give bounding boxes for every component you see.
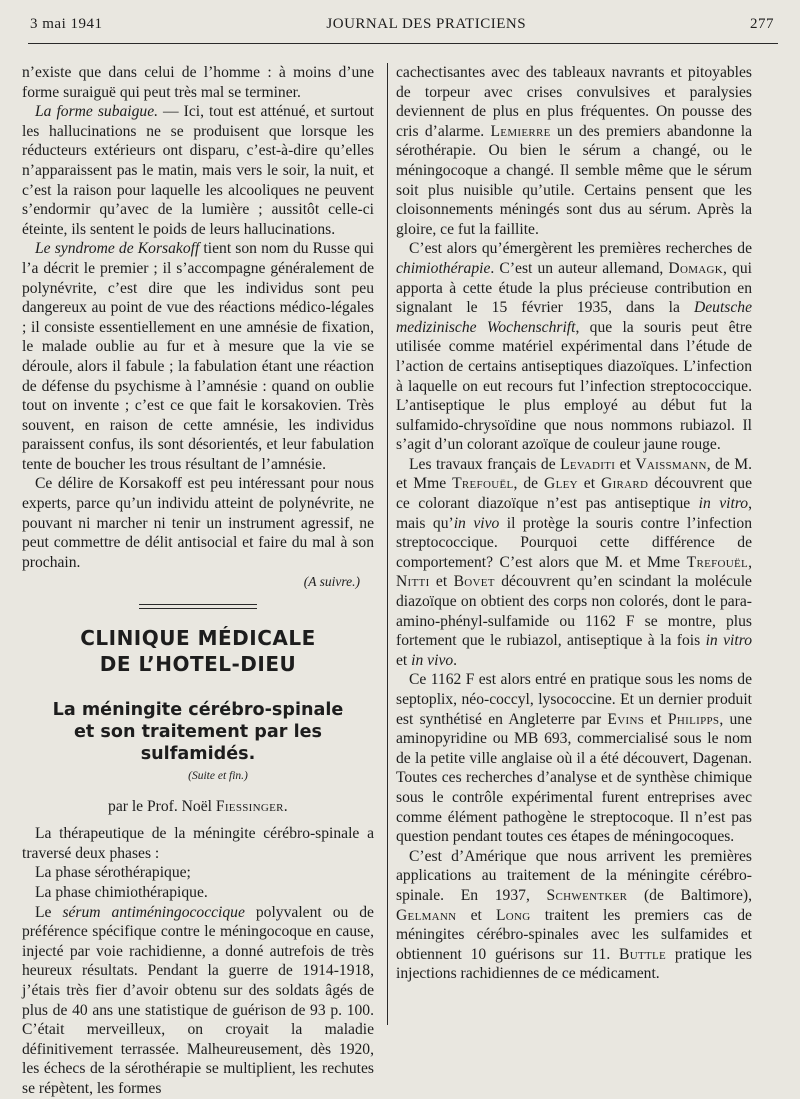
section-separator <box>139 604 257 609</box>
a-suivre-note: (A suivre.) <box>303 574 360 590</box>
paragraph-lead: La forme subaigue. <box>35 103 159 121</box>
paragraph-text: . <box>453 651 458 669</box>
paragraph-text: C’est alors qu’émergèrent les premières recherches de <box>409 240 752 258</box>
paragraph <box>22 863 374 883</box>
paragraph-text: . C’est un auteur allemand, <box>490 259 669 277</box>
paragraph-text: et <box>577 475 602 493</box>
italic-term: in vitro <box>705 632 752 650</box>
paragraph-text: n’existe que dans celui de l’homme : à moins d’une forme suraiguë qui peut très mal se terminer. <box>22 64 374 101</box>
paragraph-text: et <box>429 573 454 591</box>
paragraph <box>22 903 374 1099</box>
article-title-line: La méningite cérébro-spinale <box>52 700 344 721</box>
paragraph <box>22 883 374 903</box>
author-name: Girard <box>601 475 649 493</box>
paragraph-text: Ce 1162 F est alors entré en pratique sous les noms de septoplix, néo-coccyl, lysococcine. Et un dernier produit est synthétisé en Angleterre par <box>396 671 752 728</box>
right-column <box>396 63 752 984</box>
column-divider <box>387 63 388 1025</box>
author-name: Philipps <box>667 710 720 728</box>
italic-term: in vivo <box>411 651 454 669</box>
italic-term: in vitro <box>698 495 749 513</box>
byline <box>22 797 374 817</box>
paragraph <box>396 847 752 984</box>
author-name: Bovet <box>453 573 495 591</box>
article-title <box>22 699 374 765</box>
section-heading-line: DE L’HOTEL-DIEU <box>99 652 297 677</box>
paragraph-text: , mais qu’ <box>396 495 753 532</box>
author-name: Trefouël <box>686 553 749 571</box>
paragraph-text: C’est d’Amérique que nous arrivent les premières applications au traitement de la méningite cérébro-spinale. En 1937, <box>396 847 752 904</box>
paragraph-text: La phase sérothérapique; <box>35 864 191 882</box>
author-name: Buttle <box>619 945 667 963</box>
paragraph <box>396 670 752 846</box>
paragraph-text: cachectisantes avec des tableaux navrants et pitoyables de torpeur avec crises convulsives et paralysies deviennent de plus en plus fréquentes. On pousse des cris d’alarme. <box>396 64 752 140</box>
paragraph-text: , de <box>513 475 545 493</box>
paragraph-text: — Ici, tout est atténué, et surtout les hallucinations ne se produisent que lorsque les réducteurs extérieurs ont disparu, c’est-à-dire qu’elles n’apparaissent pas le matin, mais vers le soir, la nuit, et c’est la raison pour laquelle les alcooliques ne peuvent s’endormir qu’avec de la lumière ; aussitôt celle-ci éteinte, ils sentent le poids de leurs hallucinations. <box>22 103 374 238</box>
paragraph <box>22 102 374 239</box>
paragraph-text: tient son nom du Russe qui l’a décrit le premier ; il s’accompagne généralement de polynévrite, c’est dire que les individus sont peu dangereux au point de vue des réactions médico-légales ; il consiste essentiellement en une amnésie de fixation, le malade oublie au fur et à mesure que la vie se déroule, alors il fabule ; la fabulation étant une réaction de défense du psychisme à l’amnésie : quand on oublie tout on invente ; c’est ce que fait le korsakovien. Très souvent, en raison de cette amnésie, les individus paraissent confus, ils sont désorientés, et leur fabulation tente de boucher les trous résultant de l’amnésie. <box>22 240 374 473</box>
journal-title: Deutsche medizinische Wochenschrift <box>396 299 752 336</box>
section-heading-line: CLINIQUE MÉDICALE <box>80 626 316 651</box>
paragraph-text: , qui apporta à cette étude la plus précieuse contribution en signalant le 15 février 1935, dans la <box>396 259 752 317</box>
paragraph-text: pratique les injections rachidiennes de ce médicament. <box>396 945 752 983</box>
paragraph-text: Ce délire de Korsakoff est peu intéressant pour nous experts, parce qu’un individu atteint de polynévrite, ne pouvant ni marcher ni tenir un instrument agressif, ne peut commettre de délit antisocial et faire du mal à son prochain. <box>22 475 374 571</box>
paragraph-text: et <box>615 455 636 473</box>
paragraph <box>396 455 752 671</box>
paragraph-text: découvrent que ce colorant diazoïque n’est pas antiseptique <box>396 475 752 513</box>
header-journal-title: JOURNAL DES PRATICIENS <box>326 16 527 32</box>
author-name: Domagk <box>668 259 724 277</box>
header-rule <box>28 43 778 44</box>
paragraph-text: et <box>456 906 496 924</box>
paragraph-text: il protège la souris contre l’infection streptococcique. Pourquoi cette différence de comportement? C’est alors que M. et Mme <box>396 514 752 571</box>
author-name: Levaditi <box>560 455 616 473</box>
paragraph-text: , que la souris peut être utilisée comme matériel expérimental dans l’étude de l’action de certains antiseptiques diazoïques. L’infection à laquelle on eut recours fut l’infection streptococcique. L’antiseptique le plus employé au début fut la sulfamido-chrysoïdine que nous nommons rubiazol. Il s’agit d’un colorant azoïque de couleur jaune rouge. <box>396 318 753 454</box>
author-name: Vaissmann <box>635 455 707 473</box>
paragraph-text: La phase chimiothérapique. <box>35 884 208 901</box>
paragraph-text: polyvalent ou de préférence spécifique contre le méningocoque en cause, injecté par voie rachidienne, a donné autrefois de très heureux résultats. Pendant la guerre de 1914-1918, j’étais très fier d’avoir obtenu sur des soldats âgés de plus de 40 ans une statistique de guérison de 93 p. 100. C’était merveilleux, on croyait la maladie définitivement terrassée. Malheureusement, dès 1920, les échecs de la sérothérapie se multiplient, les rechutes se répètent, les formes <box>22 903 374 1097</box>
paragraph <box>396 63 752 239</box>
paragraph-text: , <box>748 553 752 571</box>
italic-term: chimiothérapie <box>396 259 491 277</box>
paragraph <box>22 63 374 102</box>
paragraph-text: , de M. et Mme <box>396 455 752 493</box>
paragraph-text: traitent les premiers cas de méningites cérébro-spinales avec les sulfamides et obtiennent 10 guérisons sur 11. <box>396 906 752 963</box>
section-heading <box>22 625 374 677</box>
paragraph <box>22 239 374 474</box>
paragraph-text: un des premiers abandonne la sérothérapie. Ou bien le sérum a changé, ou le méningocoque a changé. Il semble même que le sérum soit plus nuisible qu’utile. Certains pensent que les cloisonnements méningés sont dus au sérum. Après la gloire, ce fut la faillite. <box>396 122 752 238</box>
italic-term: in vivo <box>453 514 500 532</box>
author-name: Gley <box>544 475 578 493</box>
paragraph <box>22 474 374 572</box>
paragraph <box>396 239 752 455</box>
author-name: Nitti <box>396 573 430 591</box>
paragraph-lead: Le syndrome de Korsakoff <box>35 240 200 258</box>
author-name: Evins <box>607 710 645 728</box>
byline-prefix: par le Prof. Noël <box>108 797 216 815</box>
author-name: Schwentker <box>546 886 628 904</box>
paragraph-text: Les travaux français de <box>409 455 561 473</box>
suite-note: (Suite et fin.) <box>188 770 248 783</box>
header-page-number: 277 <box>749 16 774 32</box>
author-name: Long <box>495 906 531 924</box>
paragraph-text: Le <box>35 903 63 921</box>
paragraph-text: , une aminopyridine ou MB 693, commercialisé sous le nom de la petite ville anglaise où il a été découvert, Dagenan. Toutes ces recherches d’analyse et de synthèse chimique sous le contrôle expérimental furent entreprises avec comme élément pathogène le streptocoque. Il n’est pas question pendant toutes ces étapes de méningocoques. <box>396 710 752 846</box>
byline-author: Fiessinger. <box>215 797 288 815</box>
paragraph <box>22 824 374 863</box>
paragraph-text: découvrent qu’en scindant la molécule diazoïque on obtient des corps non colorés, dont le para-amino-phényl-sulfamide ou 1162 F se montre, plus fortement que le rubiazol, antiseptique à la fois <box>396 573 752 650</box>
italic-term: sérum antiméningococcique <box>62 903 245 921</box>
paragraph-text: La thérapeutique de la méningite cérébro-spinale a traversé deux phases : <box>22 825 374 862</box>
paragraph-text: (de Baltimore), <box>627 886 752 904</box>
paragraph-text: et <box>644 710 668 728</box>
paragraph-text: et <box>396 651 412 669</box>
author-name: Trefouël <box>452 475 514 493</box>
running-header <box>30 16 774 42</box>
author-name: Lemierre <box>490 122 551 140</box>
article-title-line: et son traitement par les sulfamidés. <box>73 722 323 765</box>
header-date: 3 mai 1941 <box>30 16 103 32</box>
author-name: Gelmann <box>396 906 457 924</box>
left-column <box>22 63 374 1099</box>
